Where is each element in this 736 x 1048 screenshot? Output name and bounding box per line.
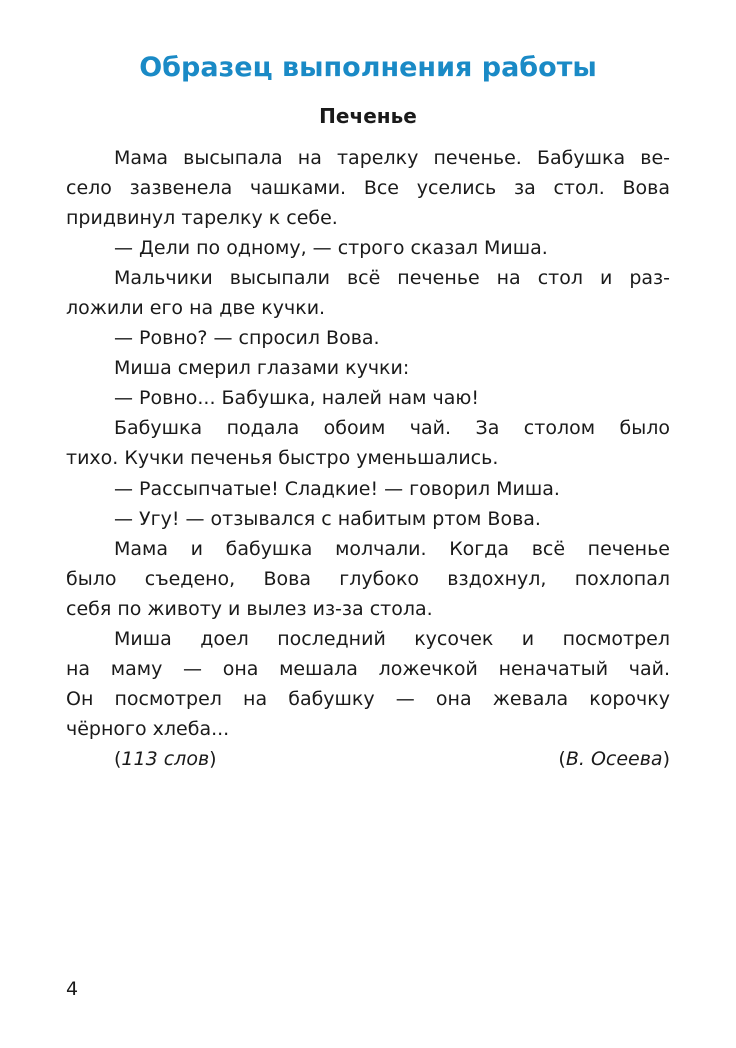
page-number: 4 [66,978,79,1000]
story-title: Печенье [319,104,417,128]
text-line: чёрного хлеба... [66,718,230,740]
text-line: Миша смерил глазами кучки: [114,357,410,379]
text-line: себя по животу и вылез из-за стола. [66,598,433,620]
text-line: Мама высыпала на тарелку печенье. Бабушка ве- [114,147,670,169]
text-line: — Угу! — отзывался с набитым ртом Вова. [114,508,541,530]
text-line: село зазвенела чашками. Все уселись за стол. Вова [66,177,670,199]
text-line: на маму — она мешала ложечкой неначатый чай. [66,658,670,680]
text-line: Мальчики высыпали всё печенье на стол и раз- [114,267,670,289]
text-line: Он посмотрел на бабушку — она жевала корочку [66,688,670,710]
section-heading: Образец выполнения работы [139,52,597,83]
text-line: Мама и бабушка молчали. Когда всё печенье [114,538,670,560]
text-line: тихо. Кучки печенья быстро уменьшались. [66,447,499,469]
text-line: Миша доел последний кусочек и посмотрел [114,628,670,650]
author: (В. Осеева) [558,748,670,770]
text-line: Бабушка подала обоим чай. За столом было [114,417,670,439]
text-line: — Дели по одному, — строго сказал Миша. [114,237,548,259]
word-count: (113 слов) [114,748,217,770]
text-line: — Рассыпчатые! Сладкие! — говорил Миша. [114,478,560,500]
text-line: — Ровно... Бабушка, налей нам чаю! [114,387,479,409]
text-line: придвинул тарелку к себе. [66,207,338,229]
text-line: — Ровно? — спросил Вова. [114,327,380,349]
text-line: было съедено, Вова глубоко вздохнул, похлопал [66,568,670,590]
text-line: ложили его на две кучки. [66,297,326,319]
